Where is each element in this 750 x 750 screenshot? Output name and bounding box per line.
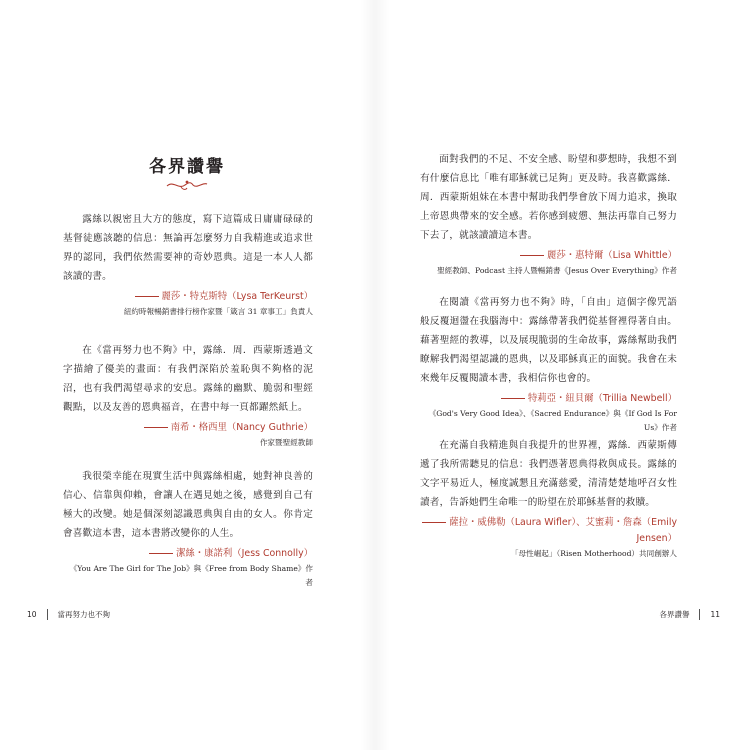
page-number: 10: [27, 610, 37, 619]
dash-icon: [520, 255, 544, 256]
author-name: 南希・格西里（Nancy Guthrie）: [170, 422, 313, 433]
page-footer: [27, 609, 110, 620]
endorsement-block: [420, 150, 677, 278]
dash-icon: [501, 398, 525, 399]
endorsement-text: 我很榮幸能在現實生活中與露絲相處，她對神良善的信心、信靠與仰賴，會讓人在遇見她之後，感覺到自己有極大的改變。她是個深刻認識恩典與自由的女人。你肯定會喜歡這本書，這本書將改變你的人生。: [63, 471, 313, 539]
right-page: [375, 0, 750, 750]
endorsement-block: [63, 210, 313, 319]
endorsement-author: [420, 515, 677, 547]
running-title: 當再努力也不夠: [57, 610, 111, 619]
running-title: 各界讚譽: [659, 610, 690, 619]
author-name: 麗莎・特克斯特（Lysa TerKeurst）: [161, 291, 313, 302]
endorsement-block: [63, 467, 313, 590]
endorsement-author: [63, 289, 313, 305]
page-number: 11: [710, 610, 720, 619]
author-name: 薩拉・威佛勒（Laura Wifler）、艾蜜莉・詹森（Emily Jensen）: [449, 517, 677, 544]
dash-icon: [149, 553, 173, 554]
endorsement-block: [63, 341, 313, 450]
dash-icon: [144, 427, 168, 428]
author-name: 特莉亞・紐貝爾（Trillia Newbell）: [527, 393, 677, 404]
dash-icon: [135, 296, 159, 297]
endorsement-text: 在《當再努力也不夠》中，露絲．周．西蒙斯透過文字描繪了優美的畫面：有我們深陷於羞恥與不夠格的泥沼，也有我們渴望尋求的安息。露絲的幽默、脆弱和聖經觀點，以及友善的恩典福音，在書中每一頁都躍然紙上。: [63, 345, 313, 413]
endorsement-text: 在充滿自我精進與自我提升的世界裡，露絲．西蒙斯傳遞了我所需聽見的信息：我們憑著恩典得救與成長。露絲的文字平易近人，極度誠懇且充滿慈愛，清清楚楚地呼召女性讀者，告訴她們生命唯一的盼望在於耶穌基督的救贖。: [420, 440, 677, 508]
flourish-ornament-icon: [165, 178, 209, 192]
author-name: 麗莎・惠特爾（Lisa Whittle）: [547, 250, 677, 261]
endorsement-author: [420, 391, 677, 407]
endorsement-text: 在閱讀《當再努力也不夠》時，「自由」這個字像咒語般反覆迴盪在我腦海中：露絲帶著我們從基督裡得著自由。藉著聖經的教導，以及展現脆弱的生命故事，露絲幫助我們瞭解我們渴望認識的恩典，以及耶穌真正的面貌。我會在未來幾年反覆閱讀本書，我相信你也會的。: [420, 297, 677, 384]
author-credit: 《You Are The Girl for The Job》與《Free from Body Shame》作者: [69, 564, 313, 587]
endorsement-author: [63, 546, 313, 562]
footer-divider: [699, 609, 700, 620]
endorsement-text: 面對我們的不足、不安全感、盼望和夢想時，我想不到有什麼信息比「唯有耶穌就已足夠」更及時。我喜歡露絲．周．西蒙斯姐妹在本書中幫助我們學會放下周力追求，換取上帝恩典帶來的安全感。若你感到疲憊、無法再靠自己努力下去了，就該讀讀這本書。: [420, 154, 677, 241]
author-credit: 聖經教師、Podcast 主持人暨暢銷書《Jesus Over Everything》作者: [437, 266, 677, 275]
page-footer: [659, 609, 720, 620]
page-heading: 各界讚譽: [149, 157, 225, 177]
author-credit: 「母性崛起」（Risen Motherhood）共同創辦人: [510, 549, 677, 558]
endorsement-block: [420, 436, 677, 561]
endorsement-text: 露絲以親密且大方的態度，寫下這篇成日庸庸碌碌的基督徒應該聽的信息：無論再怎麼努力自我精進或追求世界的認同，我們依然需要神的奇妙恩典。這是一本人人都該讀的書。: [63, 214, 313, 282]
dash-icon: [422, 522, 446, 523]
author-name: 潔絲・康諾利（Jess Connolly）: [176, 548, 313, 559]
endorsement-block: [420, 293, 677, 435]
footer-divider: [47, 609, 48, 620]
author-credit: 《God's Very Good Idea》、《Sacred Endurance》與《If God Is For Us》作者: [428, 409, 677, 432]
author-credit: 紐約時報暢銷書排行榜作家暨「箴言 31 章事工」負責人: [123, 307, 313, 316]
author-credit: 作家暨聖經教師: [259, 438, 313, 447]
endorsement-author: [63, 420, 313, 436]
endorsement-author: [420, 248, 677, 264]
